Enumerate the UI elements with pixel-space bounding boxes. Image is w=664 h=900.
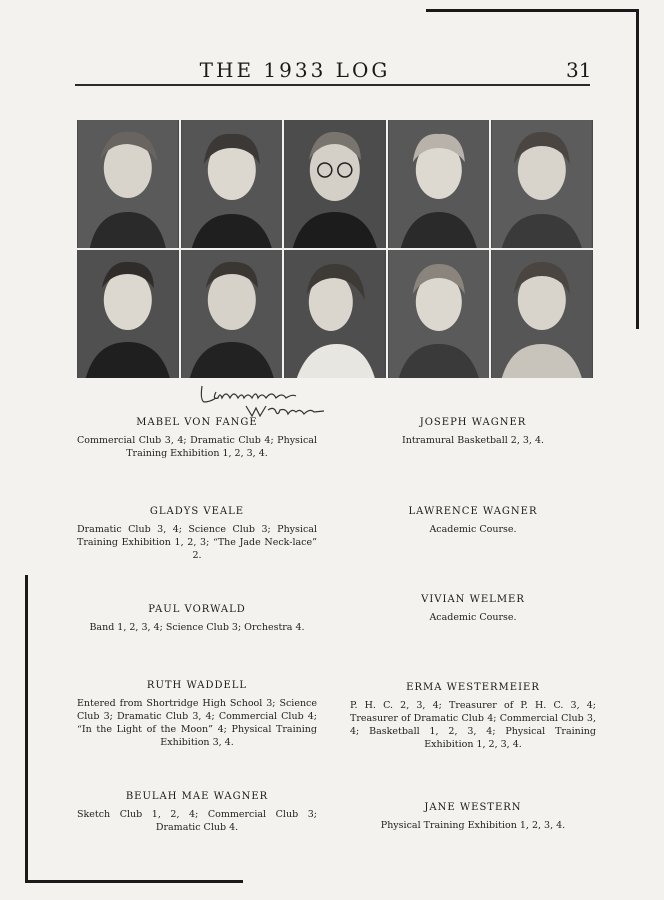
- student-activities: Band 1, 2, 3, 4; Science Club 3; Orchestra 4.: [89, 622, 305, 633]
- signature-scribble: [196, 378, 336, 420]
- student-entry: [350, 681, 596, 751]
- frame-right-border: [636, 9, 639, 329]
- student-name: RUTH WADDELL: [146, 680, 248, 691]
- student-entry: [77, 416, 317, 460]
- header-rule: [75, 84, 590, 86]
- student-entry: [350, 416, 596, 447]
- student-name: MABEL VON FANGE: [136, 417, 258, 428]
- student-entry: [77, 603, 317, 634]
- portrait-photo: [181, 120, 283, 248]
- page-title: THE 1933 LOG: [199, 58, 391, 82]
- frame-top-border: [426, 9, 638, 12]
- student-entry: [350, 505, 596, 536]
- student-name: VIVIAN WELMER: [421, 594, 525, 605]
- portrait-grid: [77, 120, 593, 378]
- frame-bottom-border: [25, 880, 243, 883]
- student-activities: Intramural Basketball 2, 3, 4.: [401, 435, 545, 446]
- student-name: LAWRENCE WAGNER: [408, 506, 538, 517]
- handwritten-signature: [196, 378, 336, 420]
- portrait-photo: [77, 250, 179, 378]
- student-entry: [77, 505, 317, 562]
- portrait-photo: [284, 120, 386, 248]
- student-activities: Commercial Club 3, 4; Dramatic Club 4; Physical Training Exhibition 1, 2, 3, 4.: [77, 435, 317, 459]
- portrait-photo: [284, 250, 386, 378]
- student-activities: Physical Training Exhibition 1, 2, 3, 4.: [380, 820, 566, 831]
- portrait-photo: [77, 120, 179, 248]
- student-entry: [77, 790, 317, 834]
- student-activities: Entered from Shortridge High School 3; Science Club 3; Dramatic Club 3, 4; Commercial Club 4; “In the Light of the Moon” 4; Physical Training Exhibition 3, 4.: [77, 698, 317, 748]
- portrait-photo: [388, 250, 490, 378]
- page-number: 31: [566, 58, 592, 82]
- portrait-photo: [181, 250, 283, 378]
- student-entry: [350, 593, 596, 624]
- portrait-photo: [491, 120, 593, 248]
- student-entry: [77, 679, 317, 749]
- student-name: JANE WESTERN: [424, 802, 522, 813]
- portrait-photo: [388, 120, 490, 248]
- student-name: JOSEPH WAGNER: [419, 417, 527, 428]
- student-name: GLADYS VEALE: [149, 506, 245, 517]
- student-name: BEULAH MAE WAGNER: [125, 791, 269, 802]
- portrait-photo: [491, 250, 593, 378]
- student-activities: P. H. C. 2, 3, 4; Treasurer of P. H. C. 3, 4; Treasurer of Dramatic Club 4; Commercial Club 3, 4; Basketball 1, 2, 3, 4; Physical Training Exhibition 1, 2, 3, 4.: [350, 700, 596, 750]
- student-activities: Academic Course.: [429, 524, 517, 535]
- student-activities: Dramatic Club 3, 4; Science Club 3; Physical Training Exhibition 1, 2, 3; “The Jade Neck-lace” 2.: [77, 524, 317, 561]
- student-activities: Sketch Club 1, 2, 4; Commercial Club 3; Dramatic Club 4.: [77, 809, 317, 833]
- student-name: PAUL VORWALD: [148, 604, 246, 615]
- student-entry: [350, 801, 596, 832]
- student-activities: Academic Course.: [429, 612, 517, 623]
- frame-left-border: [25, 575, 28, 883]
- student-name: ERMA WESTERMEIER: [406, 682, 540, 693]
